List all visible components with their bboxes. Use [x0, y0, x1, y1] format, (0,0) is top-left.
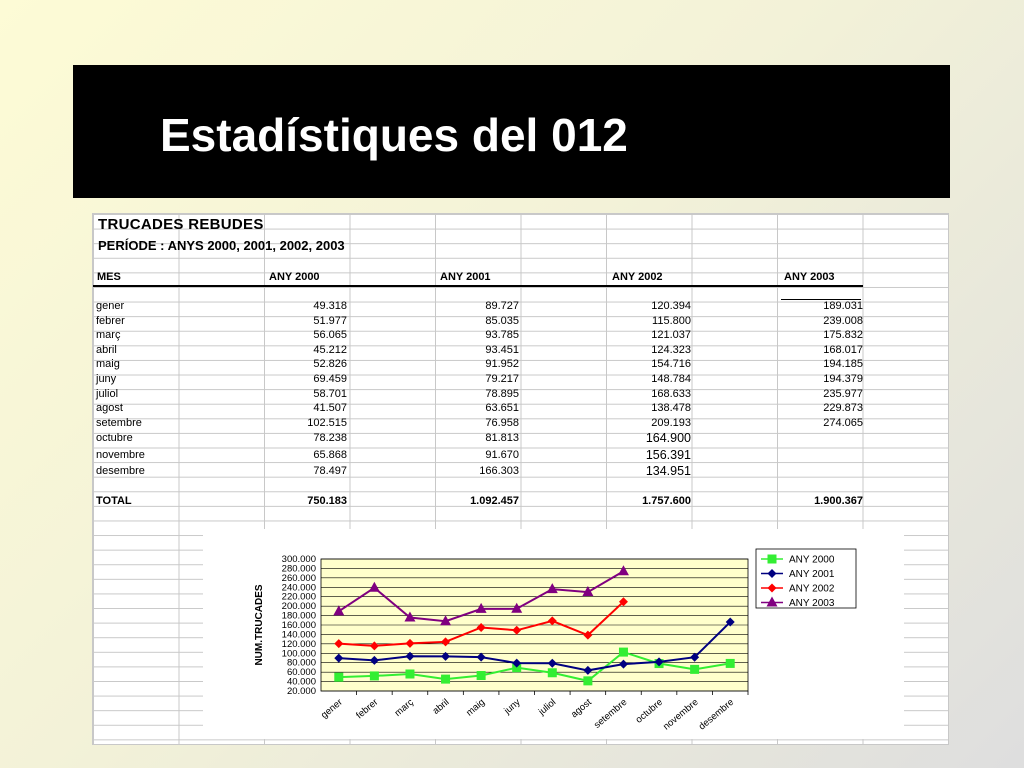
- month-cell: setembre: [96, 416, 142, 429]
- value-cell: [780, 430, 866, 447]
- table-title: TRUCADES REBUDES: [98, 216, 264, 233]
- x-tick-label: abril: [430, 696, 452, 717]
- gap-cell: [694, 328, 780, 343]
- x-tick-label: desembre: [696, 696, 737, 733]
- data-point: [726, 659, 735, 668]
- gap-cell: [350, 357, 436, 372]
- gap-cell: [350, 463, 436, 480]
- total-cell: 1.757.600: [642, 495, 691, 508]
- x-tick-label: febrer: [354, 696, 381, 722]
- y-tick-label: 40.000: [286, 676, 316, 688]
- value-cell: 168.633: [651, 387, 691, 400]
- value-cell: [780, 447, 866, 464]
- col-header-2002: ANY 2002: [612, 271, 663, 283]
- value-cell: 91.952: [485, 358, 519, 371]
- data-point: [548, 668, 557, 677]
- spacer-row: [93, 480, 866, 495]
- value-cell: 93.451: [485, 343, 519, 356]
- value-cell: 175.832: [823, 329, 863, 342]
- gap-cell: [694, 463, 780, 480]
- table-row: [93, 372, 866, 387]
- gap-cell: [522, 430, 608, 447]
- value-cell: 121.037: [651, 329, 691, 342]
- gap-cell: [350, 430, 436, 447]
- value-cell: 78.497: [313, 465, 347, 478]
- gap-cell: [694, 299, 780, 314]
- value-cell: 115.800: [652, 314, 691, 327]
- gap-cell: [694, 447, 780, 464]
- month-cell: juny: [96, 372, 117, 385]
- value-cell: 154.716: [651, 358, 691, 371]
- value-cell: 78.895: [485, 387, 519, 400]
- legend-label: ANY 2003: [789, 598, 835, 609]
- value-cell: 49.318: [313, 300, 347, 312]
- table-row: [93, 299, 866, 314]
- y-tick-label: 80.000: [286, 657, 316, 669]
- value-cell: 235.977: [823, 387, 863, 400]
- data-point: [334, 673, 343, 682]
- data-point: [768, 555, 777, 564]
- table-row: [93, 430, 866, 447]
- x-tick-label: maig: [464, 696, 488, 719]
- gap-cell: [350, 314, 436, 329]
- col-header-2001: ANY 2001: [440, 271, 491, 283]
- line-chart: [203, 529, 904, 739]
- value-cell: 189.031: [823, 300, 863, 312]
- value-cell: 93.785: [485, 329, 519, 342]
- y-tick-label: 260.000: [281, 572, 316, 584]
- col-header-mes: MES: [97, 271, 121, 283]
- total-cell: 1.092.457: [470, 495, 519, 508]
- table-row: [93, 343, 866, 358]
- header-underline: [93, 285, 863, 287]
- total-row: [93, 494, 866, 509]
- value-cell: 229.873: [823, 402, 863, 415]
- slide-title: Estadístiques del 012: [160, 109, 628, 161]
- gap-cell: [350, 372, 436, 387]
- gap-cell: [522, 401, 608, 416]
- table-row: [93, 328, 866, 343]
- month-cell: gener: [96, 300, 125, 312]
- x-tick-label: març: [392, 696, 416, 719]
- value-cell: 41.507: [313, 402, 347, 415]
- x-tick-label: novembre: [661, 696, 701, 733]
- data-point: [405, 669, 414, 678]
- value-cell: 274.065: [823, 416, 863, 429]
- gap-cell: [522, 494, 608, 509]
- value-cell: 85.035: [485, 314, 519, 327]
- legend-label: ANY 2000: [789, 554, 835, 566]
- x-tick-label: juny: [502, 696, 523, 717]
- gap-cell: [350, 494, 436, 509]
- gap-cell: [350, 416, 436, 431]
- gap-cell: [694, 314, 780, 329]
- y-tick-label: 280.000: [281, 563, 316, 575]
- gap-cell: [694, 357, 780, 372]
- value-cell: 194.185: [823, 358, 863, 371]
- value-cell: 164.900: [645, 431, 691, 446]
- value-cell: 120.394: [651, 300, 691, 312]
- col-header-2000: ANY 2000: [269, 271, 320, 283]
- value-cell: 134.951: [645, 464, 691, 479]
- data-point: [690, 665, 699, 674]
- gap-cell: [350, 343, 436, 358]
- y-tick-label: 220.000: [281, 591, 316, 603]
- table-subtitle: PERÍODE : ANYS 2000, 2001, 2002, 2003: [98, 238, 345, 253]
- gap-cell: [350, 447, 436, 464]
- table-row: [93, 357, 866, 372]
- y-tick-label: 300.000: [281, 554, 316, 565]
- gap-cell: [522, 357, 608, 372]
- table-row: [93, 387, 866, 402]
- x-tick-label: juliol: [536, 696, 559, 718]
- value-cell: 124.323: [651, 343, 691, 356]
- chart-area: [203, 529, 904, 739]
- table-row: [93, 401, 866, 416]
- legend-label: ANY 2002: [789, 583, 835, 595]
- y-axis-label: NUM.TRUCADES: [254, 584, 265, 666]
- value-cell: 51.977: [313, 314, 347, 327]
- gap-cell: [522, 416, 608, 431]
- gap-cell: [694, 343, 780, 358]
- gap-cell: [350, 387, 436, 402]
- value-cell: 63.651: [485, 402, 519, 415]
- month-cell: novembre: [96, 448, 145, 461]
- value-cell: 91.670: [485, 448, 519, 461]
- gap-cell: [694, 494, 780, 509]
- gap-cell: [350, 299, 436, 314]
- spreadsheet: [92, 213, 949, 745]
- total-label: TOTAL: [96, 495, 132, 508]
- y-tick-label: 60.000: [286, 667, 316, 679]
- data-point: [370, 671, 379, 680]
- value-cell: 76.958: [485, 416, 519, 429]
- y-tick-label: 120.000: [281, 638, 316, 650]
- gap-cell: [694, 416, 780, 431]
- value-cell: 209.193: [651, 416, 691, 429]
- month-cell: març: [96, 329, 121, 342]
- value-cell: 65.868: [313, 448, 347, 461]
- value-cell: 194.379: [823, 372, 863, 385]
- gap-cell: [350, 401, 436, 416]
- month-cell: desembre: [96, 465, 145, 478]
- value-cell: 58.701: [313, 387, 347, 400]
- x-tick-label: gener: [319, 696, 345, 721]
- total-cell: 1.900.367: [814, 495, 863, 508]
- gap-cell: [694, 401, 780, 416]
- gap-cell: [350, 328, 436, 343]
- value-cell: 78.238: [313, 432, 347, 445]
- data-point: [477, 671, 486, 680]
- title-banner: [73, 65, 950, 198]
- month-cell: maig: [96, 358, 120, 371]
- gap-cell: [522, 372, 608, 387]
- spacer-cell: [93, 480, 264, 495]
- month-cell: abril: [96, 343, 117, 356]
- value-cell: 45.212: [313, 343, 347, 356]
- value-cell: 79.217: [485, 372, 519, 385]
- x-tick-label: agost: [568, 696, 594, 721]
- x-tick-label: octubre: [633, 696, 665, 726]
- month-cell: octubre: [96, 432, 133, 445]
- value-cell: 56.065: [313, 329, 347, 342]
- y-tick-label: 140.000: [281, 629, 316, 641]
- data-point: [441, 675, 450, 684]
- value-cell: 69.459: [313, 372, 347, 385]
- y-tick-label: 160.000: [281, 620, 316, 631]
- legend-label: ANY 2001: [789, 569, 835, 580]
- value-cell: 81.813: [485, 432, 519, 445]
- table-row: [93, 447, 866, 464]
- value-cell: 138.478: [651, 402, 691, 415]
- value-cell: 166.303: [479, 465, 519, 478]
- gap-cell: [694, 387, 780, 402]
- gap-cell: [522, 343, 608, 358]
- gap-cell: [694, 430, 780, 447]
- month-cell: juliol: [96, 387, 119, 400]
- value-cell: 102.515: [307, 416, 347, 429]
- gap-cell: [522, 328, 608, 343]
- gap-cell: [522, 447, 608, 464]
- gap-cell: [522, 387, 608, 402]
- y-tick-label: 100.000: [281, 648, 316, 660]
- gap-cell: [522, 463, 608, 480]
- total-cell: 750.183: [307, 495, 347, 508]
- value-cell: 148.784: [651, 372, 691, 385]
- y-tick-label: 240.000: [281, 582, 316, 594]
- y-tick-label: 20.000: [286, 686, 316, 697]
- month-cell: febrer: [96, 314, 125, 327]
- gap-cell: [522, 299, 608, 314]
- y-tick-label: 200.000: [281, 601, 316, 613]
- gap-cell: [522, 314, 608, 329]
- y-tick-label: 180.000: [281, 610, 316, 622]
- col-header-2003: ANY 2003: [784, 271, 835, 283]
- month-cell: agost: [96, 402, 123, 415]
- table-row: [93, 416, 866, 431]
- data-table: [93, 299, 866, 509]
- table-row: [93, 314, 866, 329]
- table-row: [93, 463, 866, 480]
- value-cell: [780, 463, 866, 480]
- gap-cell: [694, 372, 780, 387]
- value-cell: 239.008: [823, 314, 863, 327]
- value-cell: 52.826: [313, 358, 347, 371]
- data-point: [583, 676, 592, 685]
- value-cell: 156.391: [645, 447, 691, 462]
- data-point: [619, 648, 628, 657]
- value-cell: 89.727: [485, 300, 519, 312]
- value-cell: 168.017: [823, 343, 863, 356]
- x-tick-label: setembre: [591, 696, 630, 731]
